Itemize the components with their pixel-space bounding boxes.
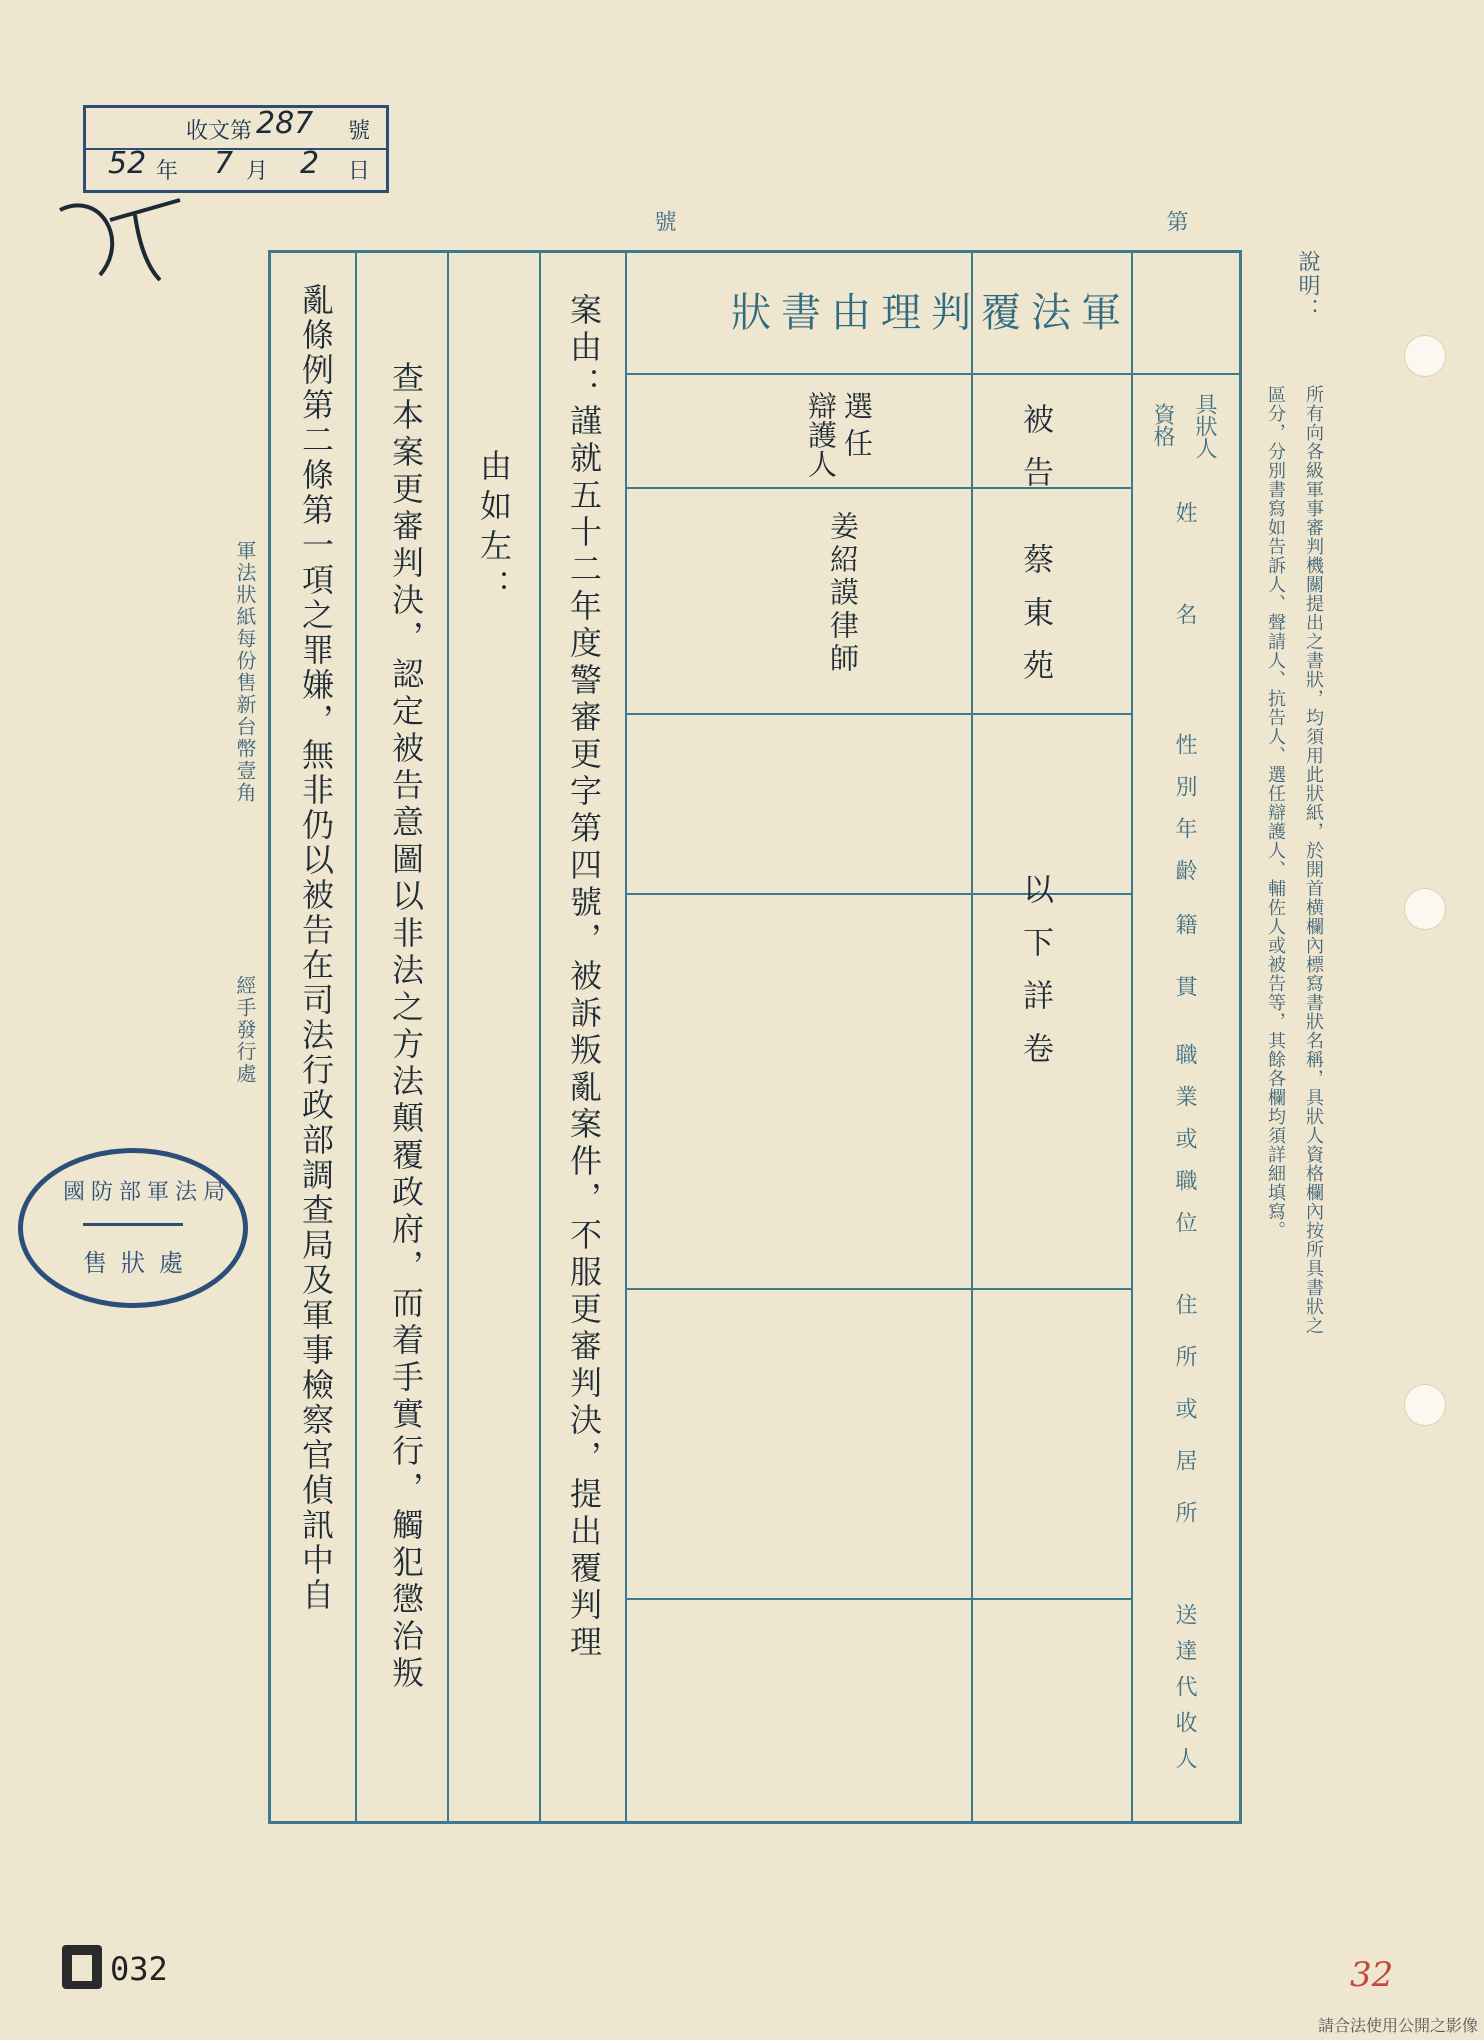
body-text-col1: 案由：謹就五十二年度警審更字第四號，被訴叛亂案件，不服更審判決，提出覆判理 [565, 293, 603, 1662]
received-month: 7 [214, 146, 234, 181]
handwritten-mark [40, 180, 200, 290]
instructions-line2: 區分，分別書寫如告訴人、聲請人、抗告人、選任辯護人、輔佐人或被告等，其餘各欄均須詳細填寫。 [1265, 385, 1286, 1240]
instructions-title: 說明： [1295, 250, 1320, 322]
row-line [625, 1598, 1131, 1600]
month-label: 月 [246, 159, 269, 184]
recipient-header: 送達代收人 [1172, 1603, 1197, 1783]
punch-hole-top [1404, 335, 1446, 377]
footer-notice: 請合法使用公開之影像 [1317, 2016, 1478, 2035]
defendant-label: 被告 [1017, 403, 1053, 509]
address-header: 住所或居所 [1172, 1293, 1197, 1553]
body-text-col3: 查本案更審判決，認定被告意圖以非法之方法顛覆政府，而着手實行，觸犯懲治叛 [387, 361, 425, 1693]
instructions-line1: 所有向各級軍事審判機關提出之書狀，均須用此狀紙，於開首横欄內標寫書狀名稱，具狀人資格欄內按所具書狀之 [1303, 385, 1324, 1335]
seal-bottom-text: 售狀處 [83, 1249, 197, 1277]
column-line [447, 253, 449, 1821]
sex-age-header: 性別年齡 [1172, 733, 1197, 901]
qualification-label-1: 具狀人 [1192, 393, 1217, 459]
counsel-label-1: 選任 [840, 391, 874, 465]
first-label: 第 [1163, 210, 1188, 232]
page-code: 032 [110, 1950, 168, 1988]
row-line [625, 713, 1131, 715]
punch-hole-middle [1404, 888, 1446, 930]
job-header: 職業或職位 [1172, 1043, 1197, 1253]
origin-header: 籍貫 [1172, 913, 1197, 1037]
form-title: 軍法覆判理由書狀 [731, 290, 1131, 336]
row-line [625, 1288, 1131, 1290]
column-line [539, 253, 541, 1821]
name-header: 姓名 [1172, 501, 1197, 705]
received-day: 2 [300, 146, 320, 181]
number-label: 號 [651, 210, 676, 232]
year-label: 年 [156, 159, 179, 184]
number-suffix: 號 [348, 119, 371, 144]
body-text-col4: 亂條例第二條第一項之罪嫌，無非仍以被告在司法行政部調查局及軍事檢察官偵訊中自 [297, 283, 335, 1613]
body-text-col2: 由如左： [475, 449, 513, 609]
received-number: 287 [256, 106, 314, 141]
archive-icon [58, 1935, 108, 1995]
handwritten-page-number: 32 [1350, 1955, 1394, 1995]
seal-top-text: 國防部軍法局 [63, 1180, 232, 1205]
counsel-name: 姜紹謨律師 [826, 511, 860, 676]
punch-hole-bottom [1404, 1384, 1446, 1426]
defendant-name: 蔡東苑 [1017, 543, 1053, 702]
sales-seal [18, 1148, 248, 1308]
defendant-detail: 以下詳卷 [1017, 873, 1053, 1085]
issuer-note: 經手發行處 [233, 975, 257, 1085]
column-line [1131, 253, 1133, 1821]
qualification-label-2: 資格 [1150, 403, 1175, 447]
received-year: 52 [108, 146, 147, 181]
price-note: 軍法狀紙每份售新台幣壹角 [233, 540, 257, 804]
received-label: 收文第 [186, 119, 253, 144]
day-label: 日 [348, 159, 371, 184]
counsel-label-2: 辯護人 [804, 391, 838, 478]
form-table [268, 250, 1242, 1824]
seal-divider [83, 1223, 183, 1226]
column-line [355, 253, 357, 1821]
row-line [625, 373, 1239, 375]
